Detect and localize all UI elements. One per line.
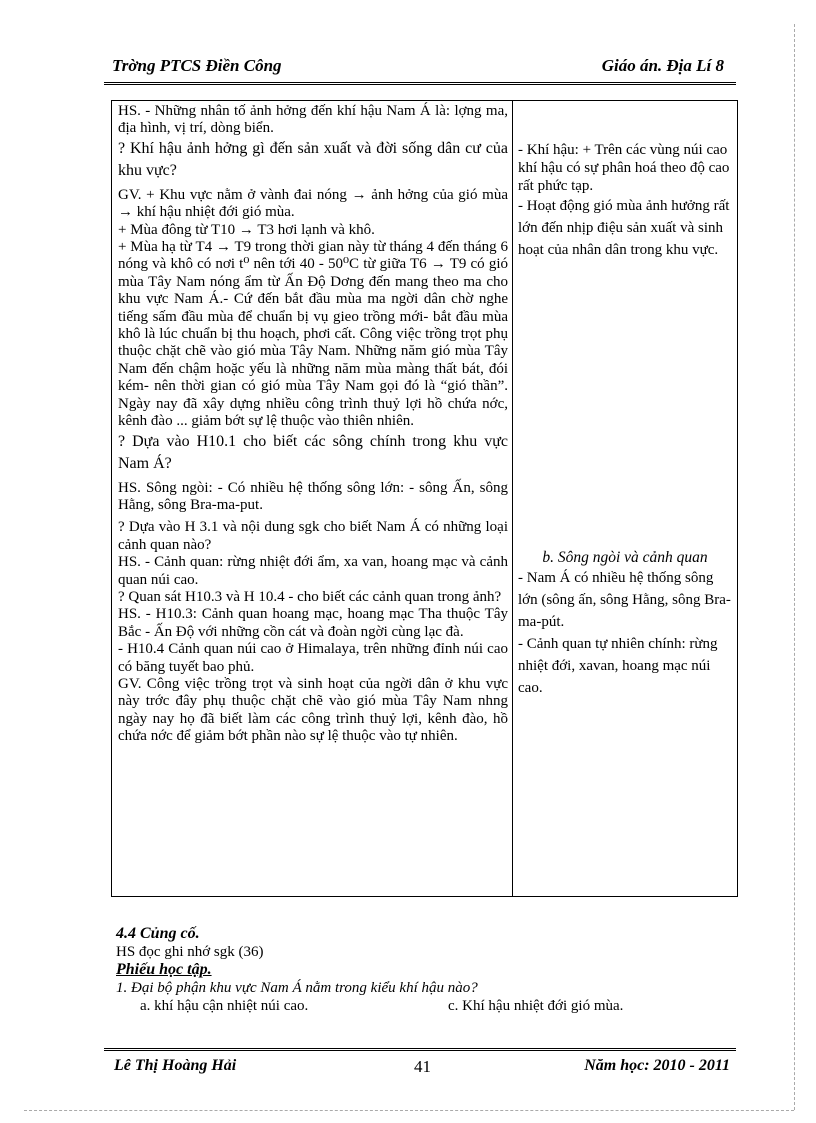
paragraph: + Mùa hạ từ T4 → T9 trong thời gian này từ tháng 4 đến tháng 6 nóng và khô có nơi t⁰ nên tới 40 - 50⁰C từ giữa T6 → T9 có gió mùa Tây Nam nóng ẩm từ Ấn Độ Dơng đến mang theo ma cho khu vực Nam Á.- Cứ đến bắt đầu mùa ma ngời dân chờ nghe tiếng sấm đầu mùa để chuẩn bị vụ gieo trồng mới- bắt đầu mùa khô là lúc chuẩn bị thu hoạch, phơi cất. Công việc trồng trọt phụ thuộc chặt chẽ vào gió mùa Tây Nam. Những năm gió mùa Tây Nam đến chậm hoặc yếu là những năm mùa màng thất bát, đói kém- nên thời gian có gió mùa Tây Nam gọi đó là “gió thần”. Ngày nay đã xây dựng nhiều công trình thuỷ lợi hồ chứa nớc, kênh đào ... giảm bớt sự lệ thuộc vào thiên nhiên. bbox=[118, 239, 508, 430]
header-subject: Giáo án. Địa Lí 8 bbox=[601, 56, 724, 75]
answer-options bbox=[116, 997, 716, 1015]
paragraph: - Cảnh quan tự nhiên chính: rừng nhiệt đới, xavan, hoang mạc núi cao. bbox=[518, 636, 718, 696]
paragraph: HS. Sông ngòi: - Có nhiều hệ thống sông lớn: - sông Ấn, sông Hằng, sông Bra-ma-put. bbox=[118, 479, 508, 513]
paragraph: + Mùa đông từ T10 → T3 hơi lạnh và khô. bbox=[118, 221, 375, 238]
paragraph: HS. - H10.3: Cảnh quan hoang mạc, hoang mạc Tha thuộc Tây Bắc - Ấn Độ với những cồn cát và đoàn ngời cùng lạc đà. bbox=[118, 606, 508, 640]
paragraph: HS đọc ghi nhớ sgk (36) bbox=[116, 944, 264, 960]
question: 1. Đại bộ phận khu vực Nam Á nằm trong kiểu khí hậu nào? bbox=[116, 980, 478, 996]
section-subheading: b. Sông ngòi và cảnh quan bbox=[542, 549, 708, 566]
paragraph: - Nam Á có nhiều hệ thống sông lớn (sông ấn, sông Hằng, sông Bra-ma-pút. bbox=[518, 570, 731, 630]
paragraph: - Khí hậu: + Trên các vùng núi cao khí hậu có sự phân hoá theo độ cao rất phức tạp. bbox=[518, 142, 730, 194]
question: ? Dựa vào H 3.1 và nội dung sgk cho biết Nam Á có những loại cảnh quan nào? bbox=[118, 519, 508, 553]
column-divider bbox=[512, 101, 513, 896]
footer-school-year: Năm học: 2010 - 2011 bbox=[584, 1057, 730, 1074]
header-school: Trờng PTCS Điền Công bbox=[112, 56, 282, 75]
answer-c: c. Khí hậu nhiệt đới gió mùa. bbox=[448, 998, 624, 1014]
paragraph: HS. - Cảnh quan: rừng nhiệt đới ẩm, xa van, hoang mạc và cảnh quan núi cao. bbox=[118, 554, 508, 588]
paragraph: GV. Công việc trồng trọt và sinh hoạt của ngời dân ở khu vực này trớc đây phụ thuộc chặt chẽ vào gió mùa Tây Nam nhng ngày nay họ đã biết làm các công trình thuỷ lợi, kênh đào, hồ chứa nớc để giảm bớt phần nào sự lệ thuộc vào tự nhiên. bbox=[118, 675, 508, 745]
section-heading: 4.4 Củng cố. bbox=[116, 925, 200, 942]
teacher-student-activity-column bbox=[118, 103, 508, 746]
page-border-right bbox=[794, 24, 795, 1110]
page-footer bbox=[104, 1048, 736, 1077]
content-column bbox=[518, 141, 732, 699]
answer-a: a. khí hậu cận nhiệt núi cao. bbox=[140, 998, 309, 1014]
page-header bbox=[104, 54, 736, 85]
consolidation-section bbox=[116, 925, 716, 1015]
paragraph: - H10.4 Cảnh quan núi cao ở Himalaya, trên những đỉnh núi cao có băng tuyết bao phủ. bbox=[118, 641, 508, 675]
paragraph: GV. + Khu vực nằm ở vành đai nóng → ảnh hởng của gió mùa → khí hậu nhiệt đới gió mùa. bbox=[118, 186, 508, 221]
question: ? Dựa vào H10.1 cho biết các sông chính trong khu vực Nam Á? bbox=[118, 432, 508, 472]
lesson-table bbox=[111, 100, 738, 897]
paragraph: - Hoạt động gió mùa ảnh hưởng rất lớn đến nhịp điệu sản xuất và sinh hoạt của nhân dân trong khu vực. bbox=[518, 198, 730, 258]
question: ? Khí hậu ảnh hởng gì đến sản xuất và đời sống dân cư của khu vực? bbox=[118, 139, 508, 179]
worksheet-heading: Phiếu học tập. bbox=[116, 961, 212, 978]
footer-author: Lê Thị Hoàng Hải bbox=[114, 1057, 237, 1074]
question: ? Quan sát H10.3 và H 10.4 - cho biết các cảnh quan trong ảnh? bbox=[118, 588, 502, 605]
page-border-bottom bbox=[24, 1110, 794, 1111]
paragraph: HS. - Những nhân tố ảnh hởng đến khí hậu Nam Á là: lợng ma, địa hình, vị trí, dòng biển. bbox=[118, 103, 508, 137]
page-number: 41 bbox=[414, 1057, 431, 1076]
